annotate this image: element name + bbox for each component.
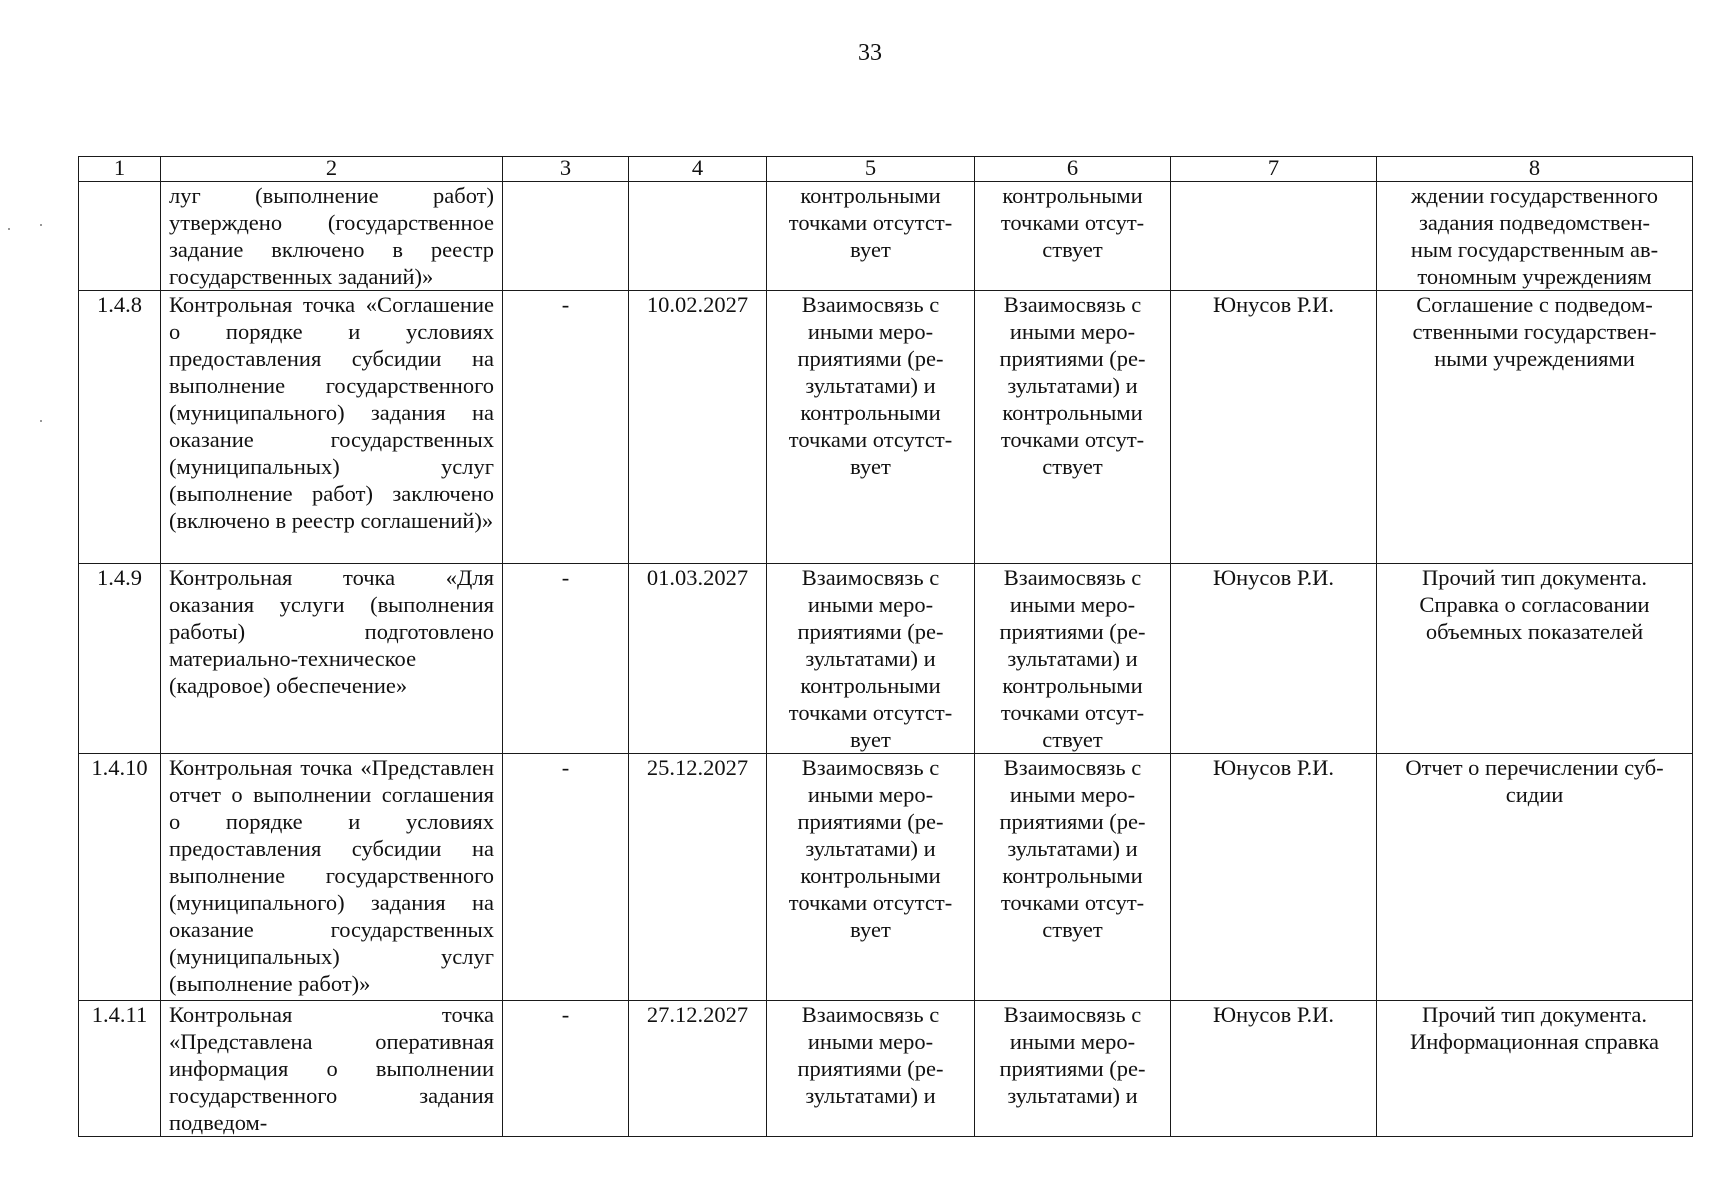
relation-control-points: Взаимосвязь с иными меро- приятиями (ре- зультатами) и контрольными точками отсут- ствует bbox=[975, 291, 1171, 564]
column-header: 8 bbox=[1377, 157, 1693, 182]
relation-control-points: контрольными точками отсут- ствует bbox=[975, 182, 1171, 291]
column-header: 7 bbox=[1171, 157, 1377, 182]
relation-control-points: Взаимосвязь с иными меро- приятиями (ре- зультатами) и контрольными точками отсут- ствует bbox=[975, 754, 1171, 1001]
responsible-person: Юнусов Р.И. bbox=[1171, 291, 1377, 564]
table-header-row bbox=[79, 157, 1693, 182]
table-row bbox=[79, 1001, 1693, 1137]
due-date: 10.02.2027 bbox=[629, 291, 767, 564]
column-header: 4 bbox=[629, 157, 767, 182]
column-3-value: - bbox=[503, 564, 629, 754]
scan-speck bbox=[40, 420, 42, 422]
column-header: 5 bbox=[767, 157, 975, 182]
confirming-document: Прочий тип документа. Справка о согласовании объемных показателей bbox=[1377, 564, 1693, 754]
column-header: 2 bbox=[161, 157, 503, 182]
relation-results: Взаимосвязь с иными меро- приятиями (ре- зультатами) и bbox=[767, 1001, 975, 1137]
column-header: 1 bbox=[79, 157, 161, 182]
confirming-document: ждении государственного задания подведомствен- ным государственным ав- тономным учреждениям bbox=[1377, 182, 1693, 291]
due-date: 01.03.2027 bbox=[629, 564, 767, 754]
row-number: 1.4.9 bbox=[79, 564, 161, 754]
document-table bbox=[78, 156, 1693, 1137]
confirming-document: Прочий тип документа. Информационная справка bbox=[1377, 1001, 1693, 1137]
relation-results: Взаимосвязь с иными меро- приятиями (ре- зультатами) и контрольными точками отсутст- вует bbox=[767, 564, 975, 754]
column-3-value: - bbox=[503, 291, 629, 564]
row-number: 1.4.11 bbox=[79, 1001, 161, 1137]
column-3-value: - bbox=[503, 754, 629, 1001]
relation-results: Взаимосвязь с иными меро- приятиями (ре- зультатами) и контрольными точками отсутст- вует bbox=[767, 754, 975, 1001]
responsible-person: Юнусов Р.И. bbox=[1171, 564, 1377, 754]
relation-control-points: Взаимосвязь с иными меро- приятиями (ре- зультатами) и bbox=[975, 1001, 1171, 1137]
scan-speck bbox=[8, 228, 10, 230]
control-point-name: Контрольная точка «Для оказания услуги (выполнения работы) подготовлено материально-техническое (кадровое) обеспечение» bbox=[161, 564, 503, 754]
table-row bbox=[79, 754, 1693, 1001]
due-date: 25.12.2027 bbox=[629, 754, 767, 1001]
control-point-name: Контрольная точка «Представлена оперативная информация о выполнении государственного задания подведом- bbox=[161, 1001, 503, 1137]
control-point-name: луг (выполнение работ) утверждено (государственное задание включено в реестр государственных заданий)» bbox=[161, 182, 503, 291]
control-point-name: Контрольная точка «Представлен отчет о выполнении соглашения о порядке и условиях предоставления субсидии на выполнение государственного (муниципального) задания на оказание государственных (муниципальных) услуг (выполнение работ)» bbox=[161, 754, 503, 1001]
column-header: 6 bbox=[975, 157, 1171, 182]
relation-results: контрольными точками отсутст- вует bbox=[767, 182, 975, 291]
scan-speck bbox=[40, 224, 42, 226]
confirming-document: Соглашение с подведом- ственными государствен- ными учреждениями bbox=[1377, 291, 1693, 564]
table-row bbox=[79, 182, 1693, 291]
responsible-person: Юнусов Р.И. bbox=[1171, 754, 1377, 1001]
table-row bbox=[79, 564, 1693, 754]
responsible-person bbox=[1171, 182, 1377, 291]
column-3-value bbox=[503, 182, 629, 291]
row-number: 1.4.10 bbox=[79, 754, 161, 1001]
column-3-value: - bbox=[503, 1001, 629, 1137]
table-row bbox=[79, 291, 1693, 564]
confirming-document: Отчет о перечислении суб- сидии bbox=[1377, 754, 1693, 1001]
column-header: 3 bbox=[503, 157, 629, 182]
due-date bbox=[629, 182, 767, 291]
relation-results: Взаимосвязь с иными меро- приятиями (ре- зультатами) и контрольными точками отсутст- вует bbox=[767, 291, 975, 564]
row-number bbox=[79, 182, 161, 291]
control-point-name: Контрольная точка «Соглашение о порядке и условиях предоставления субсидии на выполнение государственного (муниципального) задания на оказание государственных (муниципальных) услуг (выполнение работ) заключено (включено в реестр соглашений)» bbox=[161, 291, 503, 564]
responsible-person: Юнусов Р.И. bbox=[1171, 1001, 1377, 1137]
due-date: 27.12.2027 bbox=[629, 1001, 767, 1137]
row-number: 1.4.8 bbox=[79, 291, 161, 564]
page-number: 33 bbox=[858, 40, 882, 66]
relation-control-points: Взаимосвязь с иными меро- приятиями (ре- зультатами) и контрольными точками отсут- ствует bbox=[975, 564, 1171, 754]
